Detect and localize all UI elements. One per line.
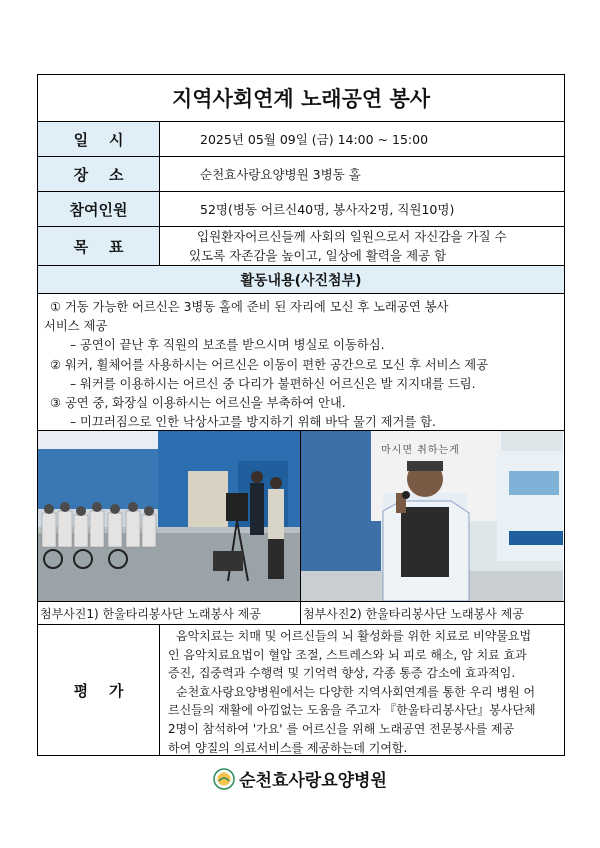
activity-line: – 워커를 이용하시는 어르신 중 다리가 불편하신 어르신은 발 지지대를 드림. (70, 376, 476, 391)
activity-line: 서비스 제공 (44, 319, 108, 334)
place-value: 순천효사랑요양병원 3병동 홀 (200, 167, 361, 182)
hospital-logo-icon (213, 768, 235, 790)
activity-line: ② 워커, 휠체어를 사용하시는 어르신은 이동이 편한 공간으로 모신 후 서비스 제공 (50, 357, 489, 372)
goal-row (38, 227, 564, 266)
evaluation-line: 증진, 집중력과 수행력 및 기억력 향상, 각종 통증 감소에 효과적임. (168, 666, 516, 681)
goal-line: 있도록 자존감을 높이고, 일상에 활력을 제공 함 (189, 248, 447, 263)
place-label: 장 소 (38, 157, 160, 191)
participants-value: 52명(병동 어르신40명, 봉사자2명, 직원10명) (200, 202, 455, 217)
goal-value (160, 227, 564, 265)
place-row (38, 157, 564, 192)
evaluation-row (38, 625, 564, 755)
evaluation-text (160, 625, 564, 755)
participants-label: 참여인원 (38, 192, 160, 226)
evaluation-line: 인 음악치료요법이 혈압 조절, 스트레스와 뇌 피로 해소, 암 치료 효과 (168, 647, 527, 662)
report-title: 지역사회연계 노래공연 봉사 (38, 75, 564, 122)
participants-row (38, 192, 564, 227)
activity-heading: 활동내용(사진첨부) (38, 266, 564, 294)
goal-line: 입원환자어르신들께 사회의 일원으로서 자신감을 가질 수 (197, 229, 507, 244)
activity-content (38, 294, 564, 431)
photo-row (38, 431, 564, 602)
photo-1-caption: 첨부사진1) 한울타리봉사단 노래봉사 제공 (40, 606, 261, 621)
activity-line: – 미끄러짐으로 인한 낙상사고를 방지하기 위해 바닥 물기 제거를 함. (70, 415, 436, 430)
hospital-footer (0, 766, 600, 791)
evaluation-line: 2명이 참석하여 '가요' 를 어르신을 위해 노래공연 전문봉사를 제공 (168, 721, 515, 736)
report-table (37, 74, 565, 756)
screen-lyrics-text: 마시면 취하는게 (381, 445, 460, 456)
evaluation-label: 평 가 (38, 625, 160, 755)
evaluation-line: 순천효사랑요양병원에서는 다양한 지역사회연계를 통한 우리 병원 어 (176, 684, 536, 699)
date-row (38, 122, 564, 157)
evaluation-line: 하여 양질의 의료서비스를 제공하는데 기여함. (168, 740, 408, 755)
caption-row (38, 602, 564, 625)
photo-hall-performance (38, 431, 300, 601)
photo-2 (300, 431, 563, 601)
goal-label: 목 표 (38, 227, 160, 265)
date-value: 2025년 05월 09일 (금) 14:00 ~ 15:00 (200, 132, 429, 147)
activity-line: – 공연이 끝난 후 직원의 보조를 받으시며 병실로 이동하심. (70, 338, 385, 353)
activity-line: ① 거동 가능한 어르신은 3병동 홀에 준비 된 자리에 모신 후 노래공연 봉사 (50, 300, 449, 314)
evaluation-line: 르신들의 재활에 아낌없는 도움을 주고자 『한울타리봉사단』봉사단체 (168, 703, 536, 718)
evaluation-line: 음악치료는 치매 및 어르신들의 뇌 활성화를 위한 치료로 비약물요법 (176, 629, 532, 643)
hospital-name: 순천효사랑요양병원 (239, 771, 387, 791)
photo-1 (38, 431, 300, 601)
date-label: 일 시 (38, 122, 160, 156)
photo-2-caption: 첨부사진2) 한울타리봉사단 노래봉사 제공 (300, 602, 562, 624)
activity-line: ③ 공연 중, 화장실 이용하시는 어르신을 부축하여 안내. (50, 396, 346, 411)
photo-singer (301, 431, 563, 601)
